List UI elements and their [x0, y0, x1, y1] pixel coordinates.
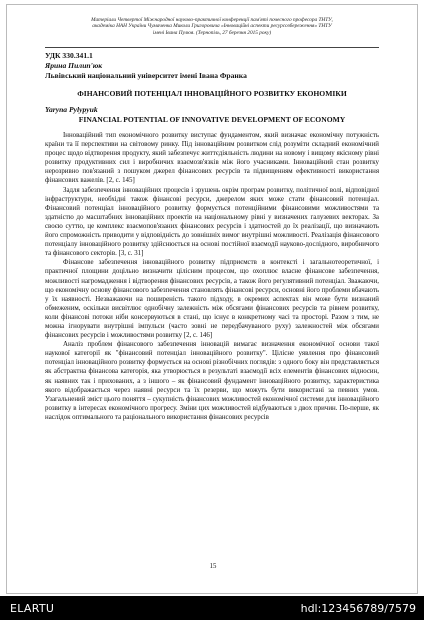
document-handle[interactable]: hdl:123456789/7579 [300, 602, 416, 615]
author-name-uk: Ярина Пилип'юк [45, 61, 103, 70]
paragraph-2: Задля забезпечення інноваційних процесів і зрушень окрім програм розвитку, політичної волі, відповідної інфраструктури, необхідні також фінансові ресурси, джерелом яких може стати фінансовий потенціал. Фінансовий потенціал інноваційного розвитку формується потенційними фінансовими можливостями та здатністю до масштабних інноваційних проектів на національному рівні у визначених галузевих векторах. За своєю суттю, це комплекс взаємопов'язаних фінансових ресурсів і здатностей до їх реалізації, що визначають його спроможність приводити у відповідність до зовнішніх вимог внутрішні можливості. Реалізація фінансового потенціалу інноваційного розвитку здійснюється на основі постійної взаємодії науково-дослідного, виробничого та фінансового секторів. [3, с. 31] [45, 186, 379, 258]
conference-header [47, 17, 377, 36]
paragraph-4: Аналіз проблем фінансового забезпечення інновацій вимагає визначення економічної основи такої наукової категорії як "фінансовий потенціал інноваційного розвитку". Цілісне уявлення про фінансовий потенціал інноваційного розвитку формується на основі різнобічних поглядів: з одного боку він представляється як абстрактна фінансова категорія, яка утворюється в результаті взаємодії всіх елементів фінансових відносин, як наявних так і прихованих, а з іншого – як фінансовий фундамент інноваційного розвитку, характеристика якого відображається через наявні ресурси та їх резерви, що можуть бути використані за певних умов. Узагальнений зміст цього поняття – сукупність фінансових можливостей економічної системи для інноваційного розвитку в інтересах економічного прогресу. Зміни цих можливостей відбуваються з двох причин. По-перше, як наслідок оптимального та раціонального використання фінансових ресурсів [45, 341, 379, 421]
article-title-en: FINANCIAL POTENTIAL OF INNOVATIVE DEVELOPMENT OF ECONOMY [78, 115, 346, 124]
header-line-3: імені Івана Пулюя. (Тернопіль, 27 березня 2015 року) [152, 29, 272, 36]
article-body [45, 131, 379, 422]
header-line-1: Матеріали Четвертої Міжнародної науково-практичної конференції пам'яті почесного професора ТНТУ, [91, 17, 333, 23]
udk-code: УДК 330.341.1 [45, 51, 93, 60]
author-affiliation: Львівський національний університет імені Івана Франка [45, 71, 247, 80]
paragraph-1: Інноваційний тип економічного розвитку виступає фундаментом, який визначає економічну потужність країни та її перспективи на світовому ринку. Під інноваційним розвитком слід розуміти складний економічний процес щодо відтворення продукту, який забезпечує життєдіяльність людини на новому і вищому якісному рівні розвитку продуктивних сил і виробничих взаємозв'язків між його учасниками. Інноваційний стан розвитку нерозривно пов'язаний з пошуком джерел фінансових ресурсів та підвищенням ефективності використання фінансових важелів. [2, с. 145] [45, 132, 379, 185]
header-line-2: академіка НАН України Чумаченка Миколи Григоровича «Інноваційні аспекти ресурсозбереження» ТНТУ [92, 23, 332, 30]
page-number: 15 [209, 563, 217, 570]
article-title-uk: ФІНАНСОВИЙ ПОТЕНЦІАЛ ІННОВАЦІЙНОГО РОЗВИТКУ ЕКОНОМІКИ [77, 89, 347, 98]
paragraph-3: Фінансове забезпечення інноваційного розвитку підприємств в контексті і загальнотеоретичної, і практичної площини доцільно визначити цілісним процесом, що охоплює власне фінансове забезпечення, можливості нагромадження і відтворення фінансових ресурсів, а також його регулятивний потенціал. Зважаючи, що економічну основу фінансового забезпечення становлять фінансові ресурси, основні його проблеми вбачають у їх наявності. Незважаючи на поширеність такого підходу, в окремих аспектах він може бути визнаний обмеженим, оскільки висвітлює однобічну залежність між обсягами фінансових ресурсів та рівнем розвитку, коли фінансові потоки ніби консервуються в стані, що існує в конкретному часі та просторі. Разом з тим, не можна ігнорувати внутрішні імпульси (часто зовні не передбачуваного руху) залежностей між обсягами фінансових ресурсів і можливостями розвитку [2, с. 146] [45, 259, 379, 340]
document-page [6, 4, 418, 594]
header-divider [45, 47, 379, 48]
author-name-en: Yaryna Pylypyuk [45, 105, 98, 114]
repository-brand[interactable]: ELARTU [10, 602, 55, 615]
viewer-footer-bar [0, 596, 424, 620]
